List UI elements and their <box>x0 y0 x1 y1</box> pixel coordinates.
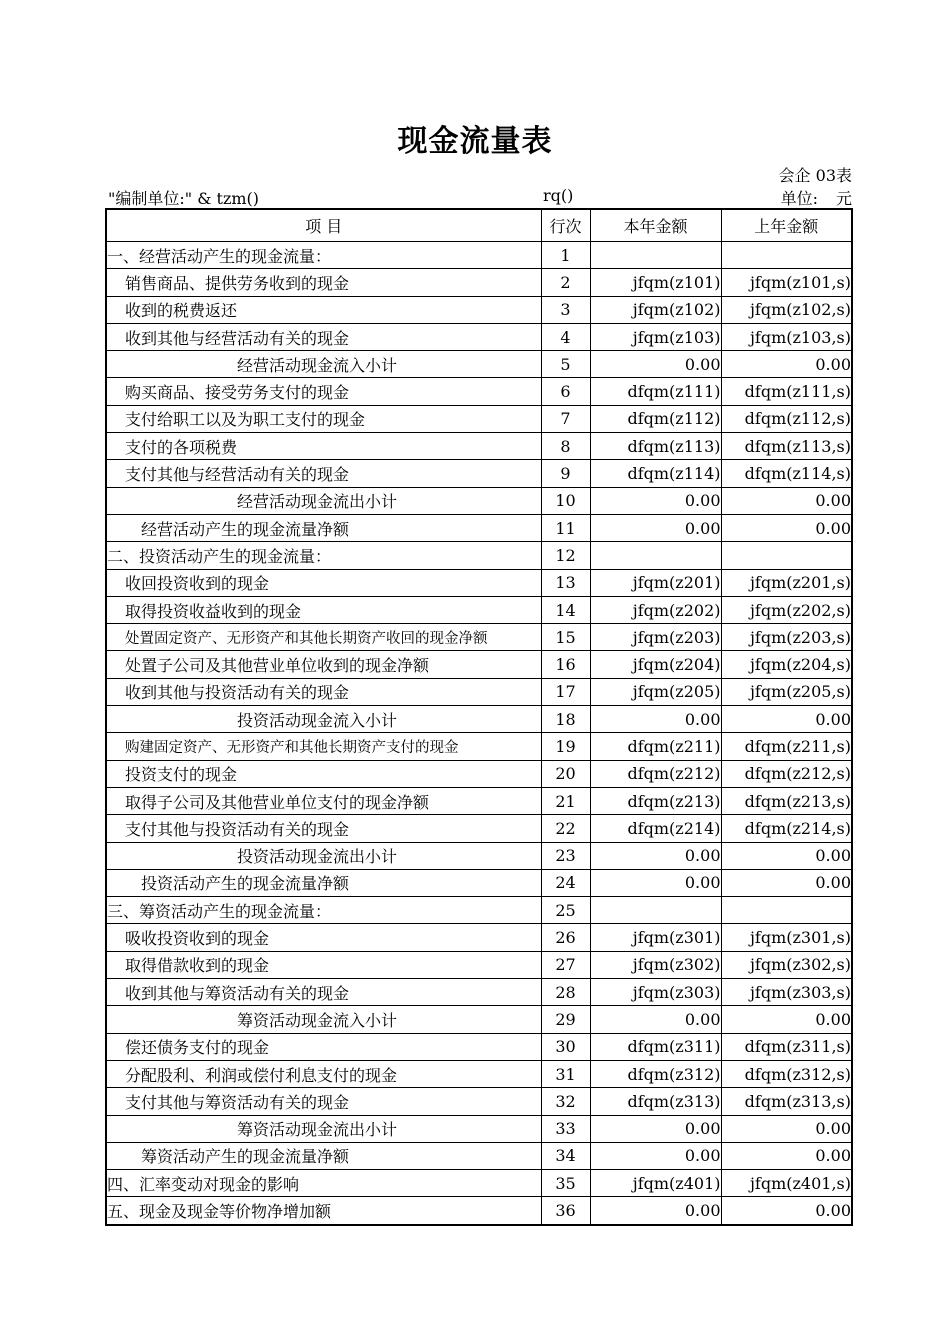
row-current-amount: 0.00 <box>590 487 721 514</box>
row-item-label: 收到其他与筹资活动有关的现金 <box>106 979 541 1006</box>
row-line-no: 21 <box>541 787 590 814</box>
row-item-label: 投资支付的现金 <box>106 760 541 787</box>
table-row <box>106 733 852 760</box>
row-line-no: 26 <box>541 924 590 951</box>
row-line-no: 25 <box>541 897 590 924</box>
row-previous-amount: dfqm(z312,s) <box>721 1060 852 1087</box>
row-current-amount <box>590 242 721 269</box>
row-previous-amount: jfqm(z401,s) <box>721 1170 852 1197</box>
table-row <box>106 433 852 460</box>
table-row <box>106 706 852 733</box>
row-current-amount: jfqm(z201) <box>590 569 721 596</box>
row-line-no: 22 <box>541 815 590 842</box>
table-row <box>106 869 852 896</box>
table-row <box>106 1006 852 1033</box>
row-current-amount: jfqm(z301) <box>590 924 721 951</box>
row-item-label: 筹资活动现金流出小计 <box>106 1115 541 1142</box>
row-line-no: 24 <box>541 869 590 896</box>
row-previous-amount: dfqm(z113,s) <box>721 433 852 460</box>
form-code: 会企 03表 <box>778 166 852 185</box>
table-row <box>106 1197 852 1225</box>
row-item-label: 吸收投资收到的现金 <box>106 924 541 951</box>
row-current-amount: dfqm(z111) <box>590 378 721 405</box>
row-previous-amount: 0.00 <box>721 842 852 869</box>
row-current-amount: dfqm(z311) <box>590 1033 721 1060</box>
table-row <box>106 1033 852 1060</box>
table-row <box>106 596 852 623</box>
row-line-no: 19 <box>541 733 590 760</box>
row-previous-amount: jfqm(z203,s) <box>721 624 852 651</box>
row-current-amount: jfqm(z203) <box>590 624 721 651</box>
row-current-amount: dfqm(z214) <box>590 815 721 842</box>
row-previous-amount: dfqm(z112,s) <box>721 405 852 432</box>
table-row <box>106 651 852 678</box>
table-row <box>106 405 852 432</box>
row-previous-amount: jfqm(z103,s) <box>721 323 852 350</box>
row-item-label: 经营活动产生的现金流量净额 <box>106 514 541 541</box>
row-line-no: 6 <box>541 378 590 405</box>
row-previous-amount: 0.00 <box>721 869 852 896</box>
row-line-no: 28 <box>541 979 590 1006</box>
row-current-amount: 0.00 <box>590 1006 721 1033</box>
unit-label <box>781 186 852 209</box>
row-previous-amount: 0.00 <box>721 1006 852 1033</box>
row-line-no: 29 <box>541 1006 590 1033</box>
row-previous-amount: dfqm(z213,s) <box>721 787 852 814</box>
row-current-amount: dfqm(z312) <box>590 1060 721 1087</box>
row-current-amount: jfqm(z302) <box>590 951 721 978</box>
row-item-label: 处置子公司及其他营业单位收到的现金净额 <box>106 651 541 678</box>
table-row <box>106 1088 852 1115</box>
table-row <box>106 924 852 951</box>
row-line-no: 36 <box>541 1197 590 1225</box>
row-line-no: 11 <box>541 514 590 541</box>
row-line-no: 15 <box>541 624 590 651</box>
table-row <box>106 351 852 378</box>
row-item-label: 收回投资收到的现金 <box>106 569 541 596</box>
row-item-label: 二、投资活动产生的现金流量： <box>106 542 541 569</box>
row-line-no: 35 <box>541 1170 590 1197</box>
table-row <box>106 951 852 978</box>
date-label: rq() <box>543 186 574 205</box>
header-previous-year: 上年金额 <box>721 209 852 242</box>
row-item-label: 购买商品、接受劳务支付的现金 <box>106 378 541 405</box>
row-item-label: 四、汇率变动对现金的影响 <box>106 1170 541 1197</box>
row-current-amount: 0.00 <box>590 869 721 896</box>
table-row <box>106 897 852 924</box>
row-previous-amount: dfqm(z313,s) <box>721 1088 852 1115</box>
row-line-no: 13 <box>541 569 590 596</box>
row-item-label: 处置固定资产、无形资产和其他长期资产收回的现金净额 <box>106 624 541 651</box>
row-item-label: 支付其他与经营活动有关的现金 <box>106 460 541 487</box>
table-row <box>106 1170 852 1197</box>
row-current-amount: jfqm(z303) <box>590 979 721 1006</box>
table-row <box>106 979 852 1006</box>
row-previous-amount: jfqm(z303,s) <box>721 979 852 1006</box>
row-previous-amount: dfqm(z211,s) <box>721 733 852 760</box>
org-label: "编制单位:" & tzm() <box>108 189 260 208</box>
row-current-amount: dfqm(z112) <box>590 405 721 432</box>
row-current-amount: dfqm(z313) <box>590 1088 721 1115</box>
row-line-no: 3 <box>541 296 590 323</box>
row-current-amount: 0.00 <box>590 842 721 869</box>
row-item-label: 收到其他与投资活动有关的现金 <box>106 678 541 705</box>
row-previous-amount: jfqm(z205,s) <box>721 678 852 705</box>
row-item-label: 支付其他与筹资活动有关的现金 <box>106 1088 541 1115</box>
row-previous-amount: 0.00 <box>721 1197 852 1225</box>
table-row <box>106 815 852 842</box>
row-item-label: 投资活动现金流入小计 <box>106 706 541 733</box>
row-previous-amount: jfqm(z102,s) <box>721 296 852 323</box>
row-item-label: 投资活动产生的现金流量净额 <box>106 869 541 896</box>
row-item-label: 筹资活动产生的现金流量净额 <box>106 1142 541 1169</box>
row-line-no: 34 <box>541 1142 590 1169</box>
table-row <box>106 760 852 787</box>
row-item-label: 收到的税费返还 <box>106 296 541 323</box>
row-item-label: 取得借款收到的现金 <box>106 951 541 978</box>
table-row <box>106 460 852 487</box>
row-line-no: 32 <box>541 1088 590 1115</box>
row-current-amount: jfqm(z101) <box>590 269 721 296</box>
row-current-amount: jfqm(z205) <box>590 678 721 705</box>
row-previous-amount: 0.00 <box>721 706 852 733</box>
row-previous-amount: dfqm(z311,s) <box>721 1033 852 1060</box>
row-previous-amount: jfqm(z302,s) <box>721 951 852 978</box>
row-line-no: 14 <box>541 596 590 623</box>
table-row <box>106 296 852 323</box>
table-row <box>106 487 852 514</box>
row-item-label: 销售商品、提供劳务收到的现金 <box>106 269 541 296</box>
row-current-amount: 0.00 <box>590 514 721 541</box>
row-line-no: 23 <box>541 842 590 869</box>
row-item-label: 投资活动现金流出小计 <box>106 842 541 869</box>
row-item-label: 取得子公司及其他营业单位支付的现金净额 <box>106 787 541 814</box>
row-line-no: 16 <box>541 651 590 678</box>
row-item-label: 五、现金及现金等价物净增加额 <box>106 1197 541 1225</box>
row-previous-amount <box>721 242 852 269</box>
row-previous-amount: dfqm(z214,s) <box>721 815 852 842</box>
row-item-label: 取得投资收益收到的现金 <box>106 596 541 623</box>
row-line-no: 30 <box>541 1033 590 1060</box>
row-item-label: 三、筹资活动产生的现金流量： <box>106 897 541 924</box>
table-header-row <box>106 209 852 242</box>
row-item-label: 偿还债务支付的现金 <box>106 1033 541 1060</box>
table-row <box>106 787 852 814</box>
header-item: 项 目 <box>106 209 541 242</box>
row-previous-amount <box>721 542 852 569</box>
row-current-amount <box>590 542 721 569</box>
row-current-amount: dfqm(z113) <box>590 433 721 460</box>
row-item-label: 分配股利、利润或偿付利息支付的现金 <box>106 1060 541 1087</box>
row-current-amount: jfqm(z102) <box>590 296 721 323</box>
row-line-no: 12 <box>541 542 590 569</box>
report-title: 现金流量表 <box>397 124 553 159</box>
table-row <box>106 323 852 350</box>
row-line-no: 8 <box>541 433 590 460</box>
row-line-no: 7 <box>541 405 590 432</box>
table-row <box>106 378 852 405</box>
table-row <box>106 569 852 596</box>
table-row <box>106 242 852 269</box>
header-line-no: 行次 <box>541 209 590 242</box>
table-row <box>106 678 852 705</box>
table-row <box>106 624 852 651</box>
row-line-no: 18 <box>541 706 590 733</box>
row-current-amount: jfqm(z204) <box>590 651 721 678</box>
row-previous-amount: 0.00 <box>721 1115 852 1142</box>
row-current-amount: 0.00 <box>590 351 721 378</box>
row-line-no: 33 <box>541 1115 590 1142</box>
row-previous-amount: jfqm(z101,s) <box>721 269 852 296</box>
row-line-no: 10 <box>541 487 590 514</box>
row-previous-amount: 0.00 <box>721 487 852 514</box>
row-line-no: 20 <box>541 760 590 787</box>
row-item-label: 经营活动现金流出小计 <box>106 487 541 514</box>
row-current-amount: 0.00 <box>590 1142 721 1169</box>
row-current-amount: 0.00 <box>590 1197 721 1225</box>
row-current-amount: jfqm(z401) <box>590 1170 721 1197</box>
row-line-no: 5 <box>541 351 590 378</box>
row-line-no: 2 <box>541 269 590 296</box>
table-row <box>106 269 852 296</box>
row-item-label: 收到其他与经营活动有关的现金 <box>106 323 541 350</box>
cash-flow-table <box>105 208 853 1226</box>
row-current-amount: dfqm(z212) <box>590 760 721 787</box>
row-line-no: 4 <box>541 323 590 350</box>
table-row <box>106 542 852 569</box>
row-previous-amount: dfqm(z212,s) <box>721 760 852 787</box>
row-current-amount: dfqm(z114) <box>590 460 721 487</box>
table-row <box>106 514 852 541</box>
row-previous-amount: jfqm(z201,s) <box>721 569 852 596</box>
row-current-amount <box>590 897 721 924</box>
row-current-amount: jfqm(z202) <box>590 596 721 623</box>
row-item-label: 一、经营活动产生的现金流量： <box>106 242 541 269</box>
row-line-no: 27 <box>541 951 590 978</box>
table-row <box>106 1060 852 1087</box>
row-current-amount: jfqm(z103) <box>590 323 721 350</box>
row-previous-amount: jfqm(z204,s) <box>721 651 852 678</box>
unit-value: 元 <box>835 189 852 208</box>
row-current-amount: 0.00 <box>590 1115 721 1142</box>
row-line-no: 17 <box>541 678 590 705</box>
row-previous-amount: jfqm(z301,s) <box>721 924 852 951</box>
row-current-amount: 0.00 <box>590 706 721 733</box>
row-line-no: 31 <box>541 1060 590 1087</box>
row-item-label: 购建固定资产、无形资产和其他长期资产支付的现金 <box>106 733 541 760</box>
row-item-label: 支付的各项税费 <box>106 433 541 460</box>
row-line-no: 9 <box>541 460 590 487</box>
row-current-amount: dfqm(z211) <box>590 733 721 760</box>
row-item-label: 筹资活动现金流入小计 <box>106 1006 541 1033</box>
row-previous-amount: jfqm(z202,s) <box>721 596 852 623</box>
row-current-amount: dfqm(z213) <box>590 787 721 814</box>
table-body <box>106 242 852 1225</box>
row-previous-amount: 0.00 <box>721 514 852 541</box>
table-row <box>106 1115 852 1142</box>
unit-label-text: 单位: <box>780 189 818 208</box>
row-item-label: 经营活动现金流入小计 <box>106 351 541 378</box>
row-previous-amount: 0.00 <box>721 1142 852 1169</box>
row-previous-amount: 0.00 <box>721 351 852 378</box>
row-previous-amount: dfqm(z114,s) <box>721 460 852 487</box>
row-previous-amount <box>721 897 852 924</box>
row-item-label: 支付给职工以及为职工支付的现金 <box>106 405 541 432</box>
row-previous-amount: dfqm(z111,s) <box>721 378 852 405</box>
row-line-no: 1 <box>541 242 590 269</box>
row-item-label: 支付其他与投资活动有关的现金 <box>106 815 541 842</box>
table-row <box>106 842 852 869</box>
header-current-year: 本年金额 <box>590 209 721 242</box>
table-row <box>106 1142 852 1169</box>
